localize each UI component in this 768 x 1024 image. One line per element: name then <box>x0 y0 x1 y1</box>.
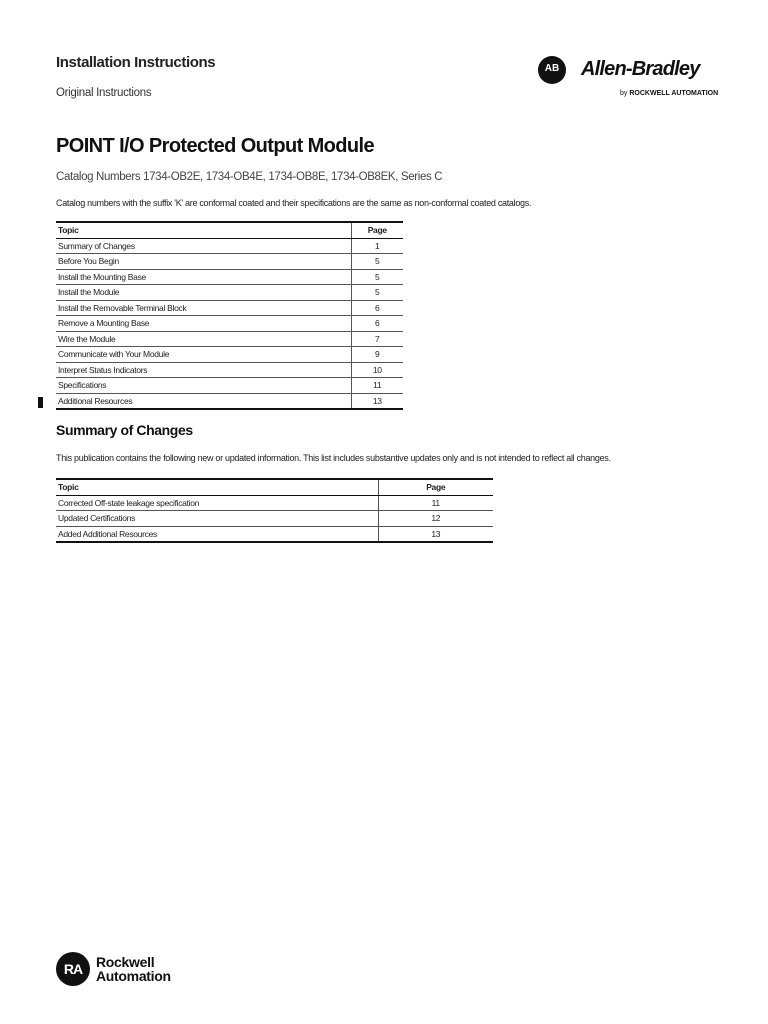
ra-badge-icon: RA <box>56 952 90 986</box>
toc-row <box>56 378 403 394</box>
catalog-numbers: Catalog Numbers 1734-OB2E, 1734-OB4E, 1734-OB8E, 1734-OB8EK, Series C <box>56 171 443 183</box>
table-of-contents <box>56 221 403 410</box>
toc-topic-cell: Before You Begin <box>56 254 351 270</box>
changes-topic-cell: Added Additional Resources <box>56 526 378 542</box>
toc-topic-cell: Additional Resources <box>56 393 351 409</box>
ab-badge-icon <box>538 56 566 90</box>
toc-topic-cell: Summary of Changes <box>56 238 351 254</box>
changes-topic-cell: Updated Certifications <box>56 511 378 527</box>
toc-header-row <box>56 222 403 238</box>
changes-page-cell: 12 <box>378 511 493 527</box>
changes-topic-cell: Corrected Off-state leakage specification <box>56 495 378 511</box>
toc-page-cell: 7 <box>351 331 403 347</box>
changes-row <box>56 526 493 542</box>
changes-header-row <box>56 479 493 495</box>
changes-row <box>56 511 493 527</box>
changes-page-cell: 13 <box>378 526 493 542</box>
change-bar-marker <box>38 397 43 408</box>
toc-page-cell: 6 <box>351 300 403 316</box>
brand-tagline <box>620 90 718 97</box>
toc-row <box>56 254 403 270</box>
brand-name: Allen-Bradley <box>581 58 700 80</box>
toc-row <box>56 316 403 332</box>
toc-row <box>56 285 403 301</box>
toc-header-page: Page <box>351 222 403 238</box>
toc-page-cell: 5 <box>351 269 403 285</box>
footer-brand-line2: Automation <box>96 968 171 984</box>
changes-page-cell: 11 <box>378 495 493 511</box>
toc-topic-cell: Specifications <box>56 378 351 394</box>
toc-topic-cell: Install the Removable Terminal Block <box>56 300 351 316</box>
toc-header-topic: Topic <box>56 222 351 238</box>
toc-page-cell: 5 <box>351 285 403 301</box>
toc-row <box>56 362 403 378</box>
toc-page-cell: 6 <box>351 316 403 332</box>
conformal-coating-note: Catalog numbers with the suffix 'K' are conformal coated and their specifications are the same as non-conformal coated catalogs. <box>56 198 532 208</box>
toc-topic-cell: Install the Module <box>56 285 351 301</box>
summary-paragraph: This publication contains the following new or updated information. This list includes substantive updates only and is not intended to reflect all changes. <box>56 453 611 463</box>
changes-header-page: Page <box>378 479 493 495</box>
toc-page-cell: 10 <box>351 362 403 378</box>
toc-row <box>56 347 403 363</box>
page-title: POINT I/O Protected Output Module <box>56 135 374 157</box>
toc-row <box>56 269 403 285</box>
toc-page-cell: 1 <box>351 238 403 254</box>
toc-page-cell: 13 <box>351 393 403 409</box>
brand-tagline-prefix: by <box>620 90 628 97</box>
document-subtitle: Original Instructions <box>56 87 152 99</box>
ab-badge-caption: QUALITY <box>542 85 562 90</box>
document-type-heading: Installation Instructions <box>56 54 216 71</box>
toc-page-cell: 5 <box>351 254 403 270</box>
toc-topic-cell: Interpret Status Indicators <box>56 362 351 378</box>
toc-topic-cell: Wire the Module <box>56 331 351 347</box>
toc-row <box>56 331 403 347</box>
toc-row <box>56 393 403 409</box>
changes-row <box>56 495 493 511</box>
footer-brand-line1: Rockwell <box>96 954 155 970</box>
toc-topic-cell: Remove a Mounting Base <box>56 316 351 332</box>
changes-header-topic: Topic <box>56 479 378 495</box>
toc-page-cell: 9 <box>351 347 403 363</box>
toc-row <box>56 300 403 316</box>
toc-page-cell: 11 <box>351 378 403 394</box>
brand-tagline-company: ROCKWELL AUTOMATION <box>629 90 719 97</box>
toc-topic-cell: Install the Mounting Base <box>56 269 351 285</box>
toc-topic-cell: Communicate with Your Module <box>56 347 351 363</box>
toc-row <box>56 238 403 254</box>
summary-of-changes-heading: Summary of Changes <box>56 422 193 438</box>
ab-badge-letters: AB <box>544 63 560 74</box>
summary-of-changes-table <box>56 478 493 543</box>
